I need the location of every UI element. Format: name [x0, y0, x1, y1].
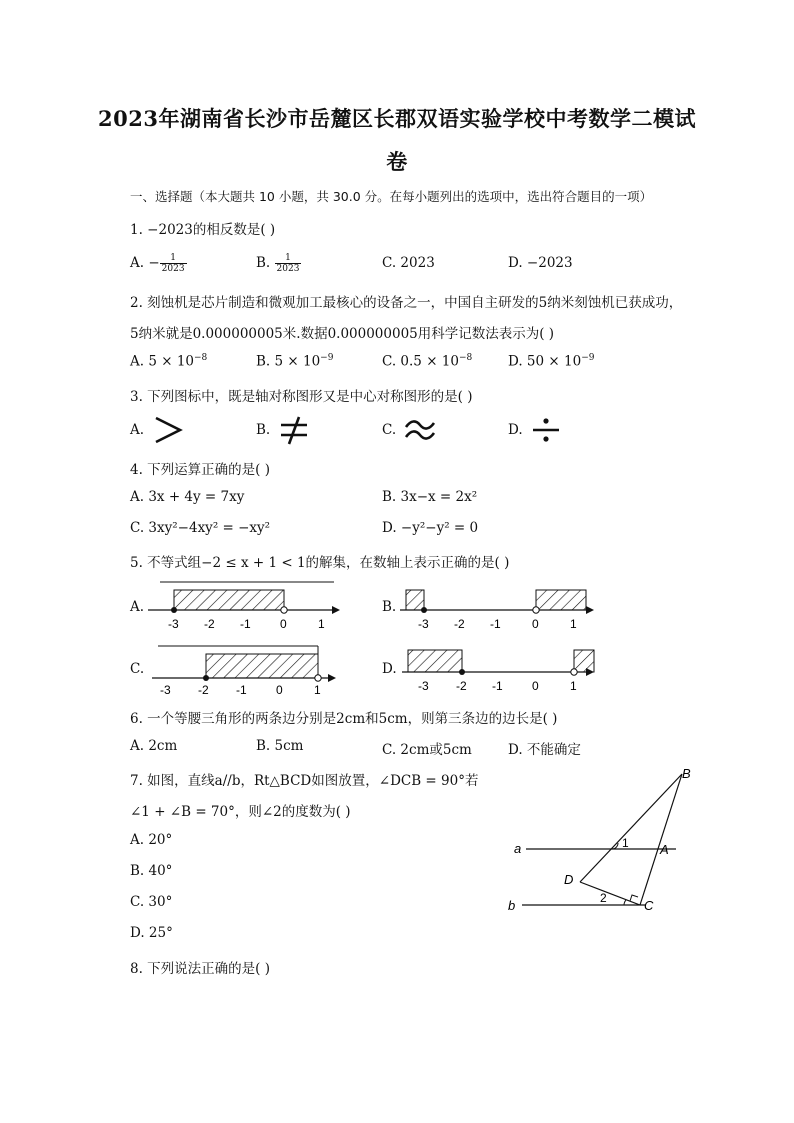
q5-option-b-label: B.: [382, 599, 397, 615]
geometry-figure: [500, 764, 710, 918]
q7-option-c: C. 30°: [130, 894, 173, 910]
tick-label: 0: [532, 679, 539, 693]
angle-1-arc: [612, 843, 618, 849]
tick-label: -3: [168, 617, 179, 631]
q4-option-c: C. 3xy²−4xy² = −xy²: [130, 520, 271, 536]
q6-option-a: A. 2cm: [130, 738, 178, 754]
q4-option-d: D. −y²−y² = 0: [382, 520, 479, 536]
q3-option-d-label: D.: [508, 422, 523, 438]
q1-b-fraction: $\frac{1}{2023}$: [276, 253, 300, 274]
tick-label: -1: [490, 617, 501, 631]
q5-option-c-label: C.: [130, 661, 145, 677]
question-2-stem-line2: 5纳米就是0.000000005米.数据0.000000005用科学记数法表示为( ): [130, 326, 555, 342]
q3-option-c-label: C.: [382, 422, 397, 438]
q2-option-c: C. $0.5 \times 10^{-8}$: [382, 353, 473, 370]
q7-option-a: A. 20°: [130, 832, 173, 848]
q4-option-a: A. 3x + 4y = 7xy: [130, 489, 245, 505]
q6-option-d: D. 不能确定: [508, 742, 581, 758]
q1-b-label: B.: [256, 255, 271, 271]
tick-label: -1: [492, 679, 503, 693]
q6-option-c: C. 2cm或5cm: [382, 742, 472, 758]
right-angle-mark: [630, 895, 638, 901]
q2-option-b: B. $5 \times 10^{-9}$: [256, 353, 334, 370]
q5-option-d-label: D.: [382, 661, 397, 677]
label-line-b: b: [508, 898, 516, 913]
tick-label: -3: [160, 683, 171, 696]
greater-than-symbol: [150, 413, 186, 447]
question-4-stem: 4. 下列运算正确的是( ): [130, 462, 270, 478]
segment-bd: [580, 774, 682, 882]
tick-label: 0: [280, 617, 287, 631]
q5-option-a-label: A.: [130, 599, 145, 615]
title-line-2: 卷: [386, 149, 408, 174]
q1-option-a: [130, 253, 187, 274]
q1-option-d: D. −2023: [508, 255, 573, 271]
tick-label: -3: [418, 617, 429, 631]
section-heading: 一、选择题（本大题共 10 小题，共 30.0 分。在每小题列出的选项中，选出符合题目的一项）: [130, 189, 653, 204]
question-7-stem-line1: 7. 如图，直线a//b，Rt△BCD如图放置，∠DCB = 90°若: [130, 773, 479, 789]
q2-option-d: D. $50 \times 10^{-9}$: [508, 353, 595, 370]
tick-label: -1: [236, 683, 247, 696]
number-line-b: [400, 578, 600, 634]
tick-label: -2: [204, 617, 215, 631]
label-angle-1: 1: [622, 836, 629, 850]
number-line-a: [148, 578, 348, 634]
tick-label: -2: [198, 683, 209, 696]
tick-label: 0: [276, 683, 283, 696]
tick-label: -2: [454, 617, 465, 631]
division-symbol: [528, 413, 564, 447]
not-equal-symbol: [276, 413, 312, 447]
q1-option-b: [256, 253, 301, 274]
tick-label: -3: [418, 679, 429, 693]
tick-label: -1: [240, 617, 251, 631]
label-line-a: a: [514, 841, 522, 856]
tick-label: 1: [314, 683, 321, 696]
title-line-1: 2023年湖南省长沙市岳麓区长郡双语实验学校中考数学二模试: [98, 106, 696, 131]
question-8-stem: 8. 下列说法正确的是( ): [130, 961, 270, 977]
question-3-stem: 3. 下列图标中，既是轴对称图形又是中心对称图形的是( ): [130, 389, 473, 405]
tick-label: -2: [456, 679, 467, 693]
question-7-stem-line2: ∠1 + ∠B = 70°，则∠2的度数为( ): [130, 804, 351, 820]
approx-equal-symbol: [402, 413, 438, 447]
q4-option-b: B. 3x−x = 2x²: [382, 489, 478, 505]
q7-option-d: D. 25°: [130, 925, 173, 941]
question-1-stem: 1. −2023的相反数是( ): [130, 222, 276, 238]
angle-2-arc: [624, 900, 626, 905]
segment-dc: [580, 882, 640, 905]
q3-option-a-label: A.: [130, 422, 145, 438]
number-line-c: [148, 640, 348, 696]
number-line-d: [400, 640, 600, 696]
question-6-stem: 6. 一个等腰三角形的两条边分别是2cm和5cm，则第三条边的边长是( ): [130, 711, 558, 727]
q1-option-c: C. 2023: [382, 255, 435, 271]
label-c-point: C: [644, 898, 654, 913]
q2-option-a: A. $5 \times 10^{-8}$: [130, 353, 208, 370]
q1-a-sign: −: [148, 255, 160, 271]
tick-label: 1: [318, 617, 325, 631]
tick-label: 0: [532, 617, 539, 631]
q1-a-fraction: $\frac{1}{2023}$: [161, 253, 185, 274]
label-angle-2: 2: [600, 891, 607, 905]
tick-label: 1: [570, 679, 577, 693]
label-d-point: D: [564, 872, 574, 887]
label-a-point: A: [660, 842, 669, 857]
q6-option-b: B. 5cm: [256, 738, 304, 754]
label-b-point: B: [682, 766, 691, 781]
question-5-stem: 5. 不等式组−2 ≤ x + 1 < 1的解集，在数轴上表示正确的是( ): [130, 555, 510, 571]
tick-label: 1: [570, 617, 577, 631]
q7-option-b: B. 40°: [130, 863, 173, 879]
q1-a-label: A.: [130, 255, 145, 271]
segment-bc: [640, 774, 682, 905]
question-2-stem-line1: 2. 刻蚀机是芯片制造和微观加工最核心的设备之一，中国自主研发的5纳米刻蚀机已获成功，: [130, 295, 683, 311]
q3-option-b-label: B.: [256, 422, 271, 438]
